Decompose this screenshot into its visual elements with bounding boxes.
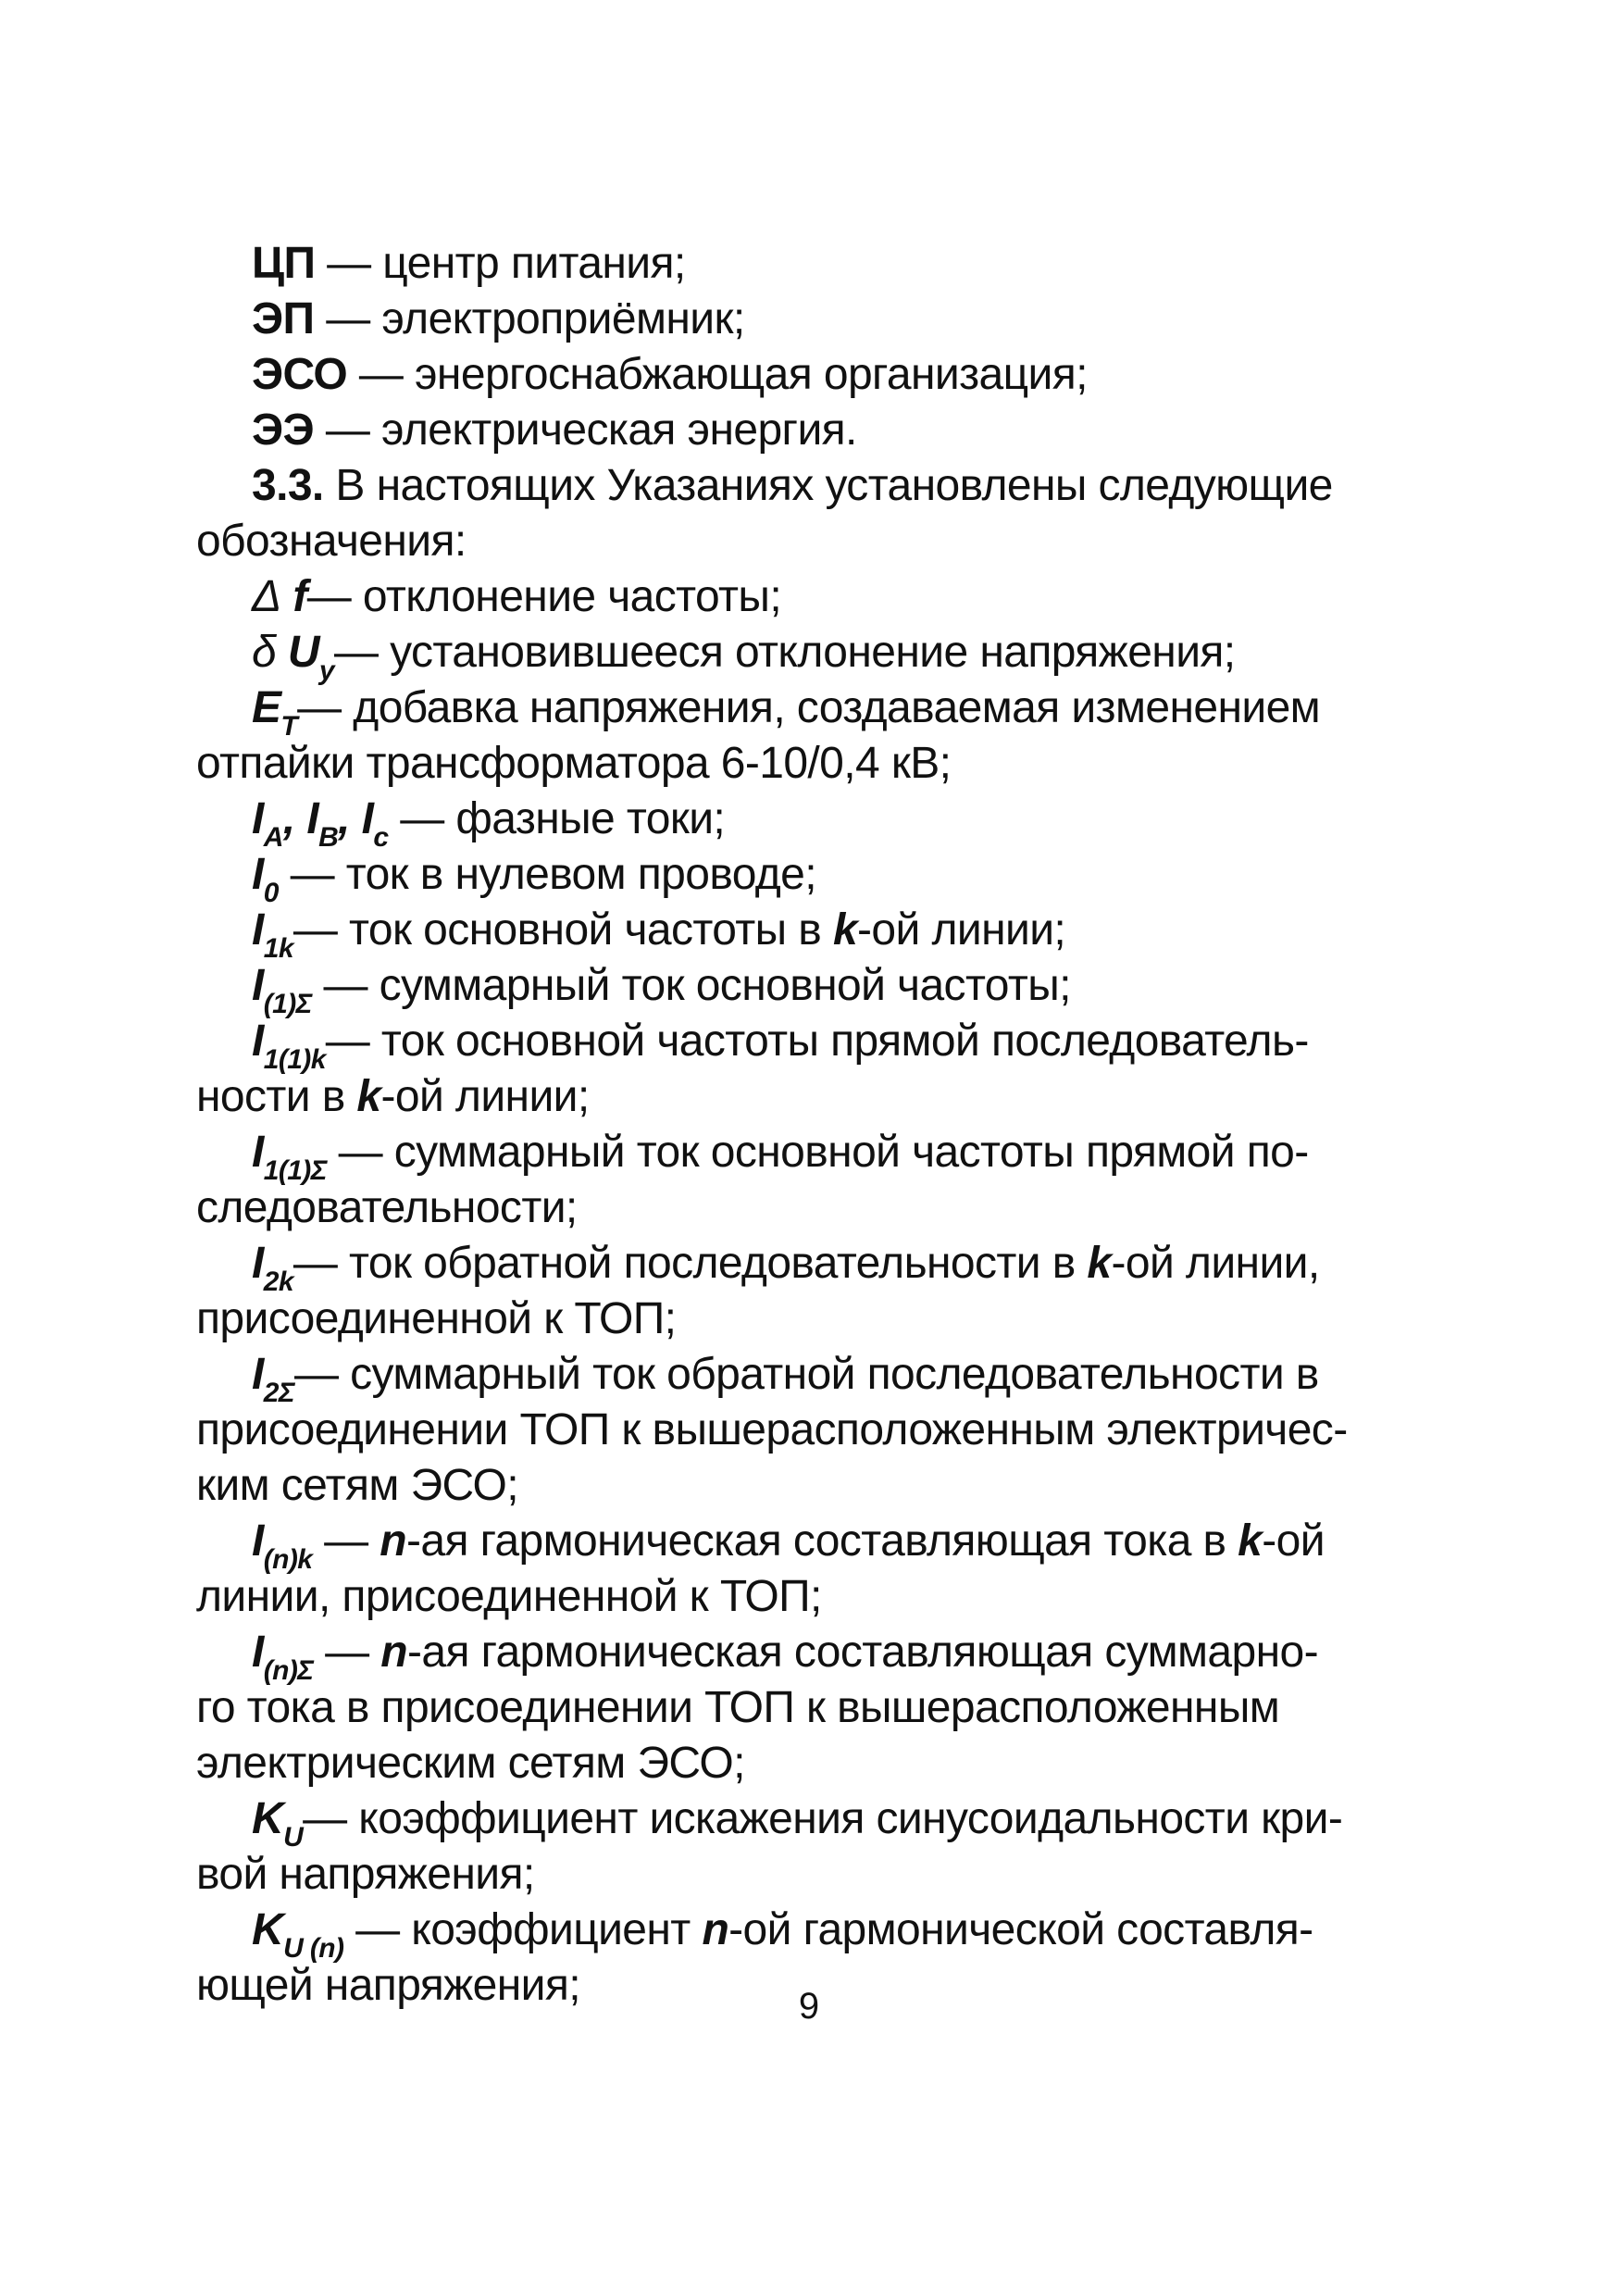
symbol-definition: -ой линии; bbox=[380, 1072, 590, 1121]
symbol-item-ink bbox=[196, 1514, 1400, 1575]
symbol-subscript: (n)Σ bbox=[263, 1655, 314, 1686]
symbol-definition: линии, присоединенной к ТОП; bbox=[196, 1572, 822, 1621]
symbol-definition: присоединении ТОП к вышерасположенным электричес- bbox=[196, 1405, 1348, 1454]
symbol-subscript: 2k bbox=[263, 1267, 293, 1297]
symbol-definition: — суммарный ток основной частоты прямой по- bbox=[338, 1128, 1309, 1177]
symbol-definition-continuation bbox=[196, 1458, 1400, 1514]
abbreviation-text: — электроприёмник; bbox=[326, 294, 745, 343]
symbol-definition: ющей напряжения; bbox=[196, 1961, 580, 2010]
symbol-definition-continuation bbox=[196, 1736, 1400, 1791]
symbol-definition: — суммарный ток обратной последовательности в bbox=[293, 1350, 1319, 1399]
symbol-item-i1k bbox=[196, 903, 1400, 964]
symbol-subscript: 2Σ bbox=[263, 1378, 294, 1408]
symbol-separator: , bbox=[338, 794, 350, 843]
symbol: I bbox=[252, 1239, 264, 1288]
symbol-subscript: T bbox=[280, 711, 298, 742]
symbol-item-ku bbox=[196, 1791, 1400, 1853]
symbol-subscript: (n)k bbox=[263, 1544, 313, 1575]
symbol-subscript: U bbox=[283, 1822, 304, 1853]
abbreviation: ЦП bbox=[252, 239, 316, 288]
symbol-inline-n: n bbox=[702, 1905, 729, 1954]
symbol: K bbox=[252, 1905, 284, 1954]
symbol: I bbox=[252, 905, 264, 955]
section-intro bbox=[196, 458, 1400, 514]
symbol-definition: -ой гармонической составля- bbox=[728, 1905, 1313, 1954]
symbol-definition: — bbox=[324, 1516, 380, 1566]
symbol-definition-continuation bbox=[196, 1403, 1400, 1458]
symbol-definition-continuation bbox=[196, 1847, 1400, 1903]
symbol-separator: , bbox=[282, 794, 295, 843]
abbreviation-text: — электрическая энергия. bbox=[325, 406, 857, 455]
symbol: K bbox=[252, 1794, 284, 1843]
symbol-definition: — отклонение частоты; bbox=[306, 572, 782, 621]
symbol-item-kun bbox=[196, 1903, 1400, 1964]
abbreviation: ЭП bbox=[252, 294, 315, 343]
symbol-definition: — bbox=[325, 1628, 381, 1677]
symbol: I bbox=[252, 794, 264, 843]
symbol: I bbox=[252, 1516, 264, 1566]
symbol-subscript: 0 bbox=[263, 878, 279, 908]
symbol-definition: присоединенной к ТОП; bbox=[196, 1294, 677, 1343]
document-page bbox=[196, 236, 1400, 2014]
symbol-item-delta-f bbox=[196, 569, 1400, 625]
symbol-definition-continuation bbox=[196, 1069, 1400, 1125]
symbol-definition: -ой линии; bbox=[857, 905, 1066, 955]
symbol-definition: -ая гармоническая составляющая суммарно- bbox=[407, 1628, 1318, 1677]
abbreviation-item bbox=[196, 292, 1400, 347]
symbol-item-i2k bbox=[196, 1236, 1400, 1297]
symbol-definition: ности в bbox=[196, 1072, 357, 1121]
section-number: 3.3. bbox=[252, 461, 324, 510]
symbol-definition: — фазные токи; bbox=[400, 794, 726, 843]
symbol-item-delta-u bbox=[196, 625, 1400, 686]
symbol-definition: — добавка напряжения, создаваемая изменением bbox=[297, 683, 1321, 732]
symbol-subscript: c bbox=[373, 822, 389, 853]
symbol-item-i11-sum bbox=[196, 1125, 1400, 1186]
symbol: E bbox=[252, 683, 281, 732]
symbol-inline-k: k bbox=[356, 1072, 381, 1121]
symbol-inline-k: k bbox=[832, 905, 858, 955]
symbol-item-i2-sum bbox=[196, 1347, 1400, 1408]
symbol-definition: — суммарный ток основной частоты; bbox=[323, 961, 1071, 1010]
symbol: I bbox=[252, 850, 264, 899]
symbol-definition: — установившееся отклонение напряжения; bbox=[334, 628, 1236, 677]
symbol-inline-k: k bbox=[1238, 1516, 1263, 1566]
symbol-definition: отпайки трансформатора 6-10/0,4 кВ; bbox=[196, 739, 952, 788]
symbol-item-in-sum bbox=[196, 1625, 1400, 1686]
symbol-definition-continuation bbox=[196, 736, 1400, 792]
symbol-subscript: 1(1)Σ bbox=[263, 1155, 327, 1186]
symbol: I bbox=[252, 1128, 264, 1177]
abbreviation-text: — энергоснабжающая организация; bbox=[358, 350, 1088, 399]
symbol-subscript: y bbox=[318, 655, 334, 686]
section-intro-text: В настоящих Указаниях установлены следующие bbox=[335, 461, 1333, 510]
symbol-definition: — коэффициент bbox=[355, 1905, 703, 1954]
symbol-subscript: B bbox=[318, 822, 339, 853]
symbol-item-i1-sum bbox=[196, 958, 1400, 1019]
symbol-definition: — ток обратной последовательности в bbox=[292, 1239, 1088, 1288]
symbol: I bbox=[252, 961, 264, 1010]
symbol: I bbox=[252, 1350, 264, 1399]
symbol-definition: — ток основной частоты прямой последователь- bbox=[325, 1017, 1309, 1066]
symbol-definition-continuation bbox=[196, 1569, 1400, 1625]
symbol-inline-k: k bbox=[1087, 1239, 1112, 1288]
symbol-subscript: U (n) bbox=[283, 1933, 344, 1964]
abbreviation: ЭСО bbox=[252, 350, 348, 399]
symbol-item-e-t bbox=[196, 680, 1400, 742]
symbol-subscript: A bbox=[263, 822, 283, 853]
section-intro-continuation bbox=[196, 514, 1400, 569]
symbol-item-i0 bbox=[196, 847, 1400, 908]
symbol-definition-continuation bbox=[196, 1180, 1400, 1236]
symbol: I bbox=[361, 794, 374, 843]
symbol-subscript: 1(1)k bbox=[263, 1044, 326, 1075]
symbol-item-i11k bbox=[196, 1014, 1400, 1075]
symbol-definition: го тока в присоединении ТОП к вышерасположенным bbox=[196, 1683, 1280, 1732]
abbreviation-item bbox=[196, 347, 1400, 403]
symbol-definition: — ток основной частоты в bbox=[292, 905, 833, 955]
abbreviation-item bbox=[196, 403, 1400, 458]
symbol: I bbox=[252, 1017, 264, 1066]
symbol-inline-n: n bbox=[380, 1516, 406, 1566]
symbol-definition: -ая гармоническая составляющая тока в bbox=[405, 1516, 1238, 1566]
symbol: f bbox=[292, 572, 307, 621]
abbreviation-item bbox=[196, 236, 1400, 292]
symbol: I bbox=[306, 794, 319, 843]
symbol-definition: ким сетям ЭСО; bbox=[196, 1461, 518, 1510]
page-number: 9 bbox=[798, 1986, 820, 2027]
symbol-definition-continuation bbox=[196, 1292, 1400, 1347]
symbol-greek: Δ bbox=[252, 572, 281, 621]
symbol-definition: -ой линии, bbox=[1111, 1239, 1320, 1288]
section-intro-text: обозначения: bbox=[196, 517, 467, 566]
symbol-definition: электрическим сетям ЭСО; bbox=[196, 1739, 745, 1788]
symbol-subscript: (1)Σ bbox=[263, 989, 312, 1019]
symbol-definition: — коэффициент искажения синусоидальности кри- bbox=[303, 1794, 1343, 1843]
symbol-definition-continuation bbox=[196, 1680, 1400, 1736]
symbol-definition: -ой bbox=[1262, 1516, 1325, 1566]
symbol: I bbox=[252, 1628, 264, 1677]
symbol-definition: — ток в нулевом проводе; bbox=[290, 850, 817, 899]
symbol-item-phase-currents bbox=[196, 792, 1400, 853]
abbreviation: ЭЭ bbox=[252, 406, 315, 455]
symbol-inline-n: n bbox=[380, 1628, 407, 1677]
symbol-definition: следовательности; bbox=[196, 1183, 578, 1232]
symbol-subscript: 1k bbox=[263, 933, 293, 964]
symbol-definition: вой напряжения; bbox=[196, 1850, 535, 1899]
symbol: U bbox=[287, 628, 319, 677]
abbreviation-text: — центр питания; bbox=[327, 239, 686, 288]
symbol-greek: δ bbox=[252, 628, 277, 677]
